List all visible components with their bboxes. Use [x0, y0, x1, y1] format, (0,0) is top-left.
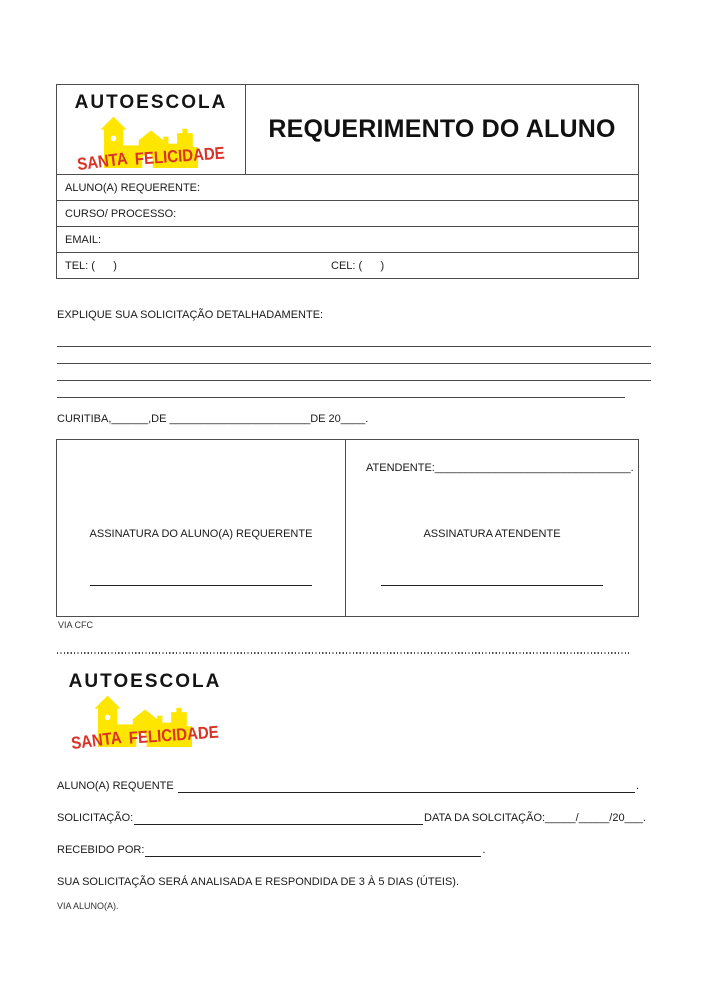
- logo-brand-word-felicidade: FELICIDADE: [134, 143, 226, 170]
- logo-autoescola-text: AUTOESCOLA: [68, 671, 222, 692]
- field-label-cel: CEL: ( ): [331, 259, 385, 272]
- field-label-tel: TEL: ( ): [65, 259, 117, 272]
- title-cell: [246, 85, 638, 174]
- cut-line-separator: [57, 652, 629, 654]
- receipt-received-suffix: .: [482, 844, 486, 856]
- receipt-received-row: [57, 844, 639, 857]
- field-row-curso-processo: [57, 200, 638, 226]
- receipt-received-label: RECEBIDO POR:: [57, 844, 145, 856]
- field-label-curso-processo: CURSO/ PROCESSO:: [65, 207, 177, 220]
- receipt-request-label: SOLICITAÇÃO:: [57, 812, 134, 824]
- logo-brand-word-santa: SANTA: [76, 149, 129, 175]
- logo-autoescola-text: AUTOESCOLA: [74, 92, 228, 113]
- logo-art: [70, 693, 220, 754]
- logo-cell: [57, 85, 246, 174]
- signature-box: [56, 439, 639, 617]
- receipt-student-row: [57, 780, 639, 793]
- receipt-date-field: DATA DA SOLCITAÇÃO:_____/_____/20___.: [424, 812, 646, 824]
- autoescola-logo: [66, 92, 236, 175]
- attendant-signature-line: [381, 585, 603, 586]
- receipt-student-suffix: .: [635, 780, 639, 792]
- attendant-name-field: ATENDENTE:________________________________.: [366, 462, 634, 474]
- fill-line: [145, 845, 481, 857]
- attendant-signature-label: ASSINATURA ATENDENTE: [423, 528, 561, 540]
- field-label-email: EMAIL:: [65, 233, 102, 246]
- explain-request-section: [57, 309, 651, 398]
- writing-line: [57, 381, 625, 398]
- logo-brand-word-santa: SANTA: [70, 728, 123, 754]
- city-date-line: CURITIBA,______,DE _______________________DE 20____.: [57, 413, 369, 425]
- logo-brand-word-felicidade: FELICIDADE: [128, 722, 220, 749]
- via-cfc-label: VIA CFC: [58, 620, 94, 630]
- student-signature-line: [90, 585, 312, 586]
- via-aluno-label: VIA ALUNO(A).: [57, 901, 119, 911]
- field-row-email: [57, 226, 638, 252]
- fill-line: [178, 781, 635, 793]
- writing-line: [57, 347, 651, 364]
- field-label-aluno-requerente: ALUNO(A) REQUERENTE:: [65, 181, 201, 194]
- page-title: REQUERIMENTO DO ALUNO: [268, 115, 616, 143]
- field-row-aluno-requerente: [57, 174, 638, 200]
- student-request-table: [56, 84, 639, 279]
- table-header-row: [57, 85, 638, 174]
- response-time-notice: SUA SOLICITAÇÃO SERÁ ANALISADA E RESPONDIDA DE 3 À 5 DIAS (ÚTEIS).: [57, 876, 460, 888]
- writing-line: [57, 330, 651, 347]
- receipt-request-row: [57, 812, 646, 825]
- student-signature-label: ASSINATURA DO ALUNO(A) REQUERENTE: [89, 528, 313, 540]
- explain-prompt: EXPLIQUE SUA SOLICITAÇÃO DETALHADAMENTE:: [57, 309, 324, 321]
- student-signature-cell: [57, 440, 346, 616]
- fill-line: [134, 813, 423, 825]
- logo-art: [76, 114, 226, 175]
- autoescola-logo-bottom: [60, 671, 230, 754]
- receipt-student-label: ALUNO(A) REQUENTE: [57, 780, 177, 792]
- writing-line: [57, 364, 651, 381]
- attendant-signature-cell: [346, 440, 638, 616]
- field-row-tel-cel: [57, 252, 638, 278]
